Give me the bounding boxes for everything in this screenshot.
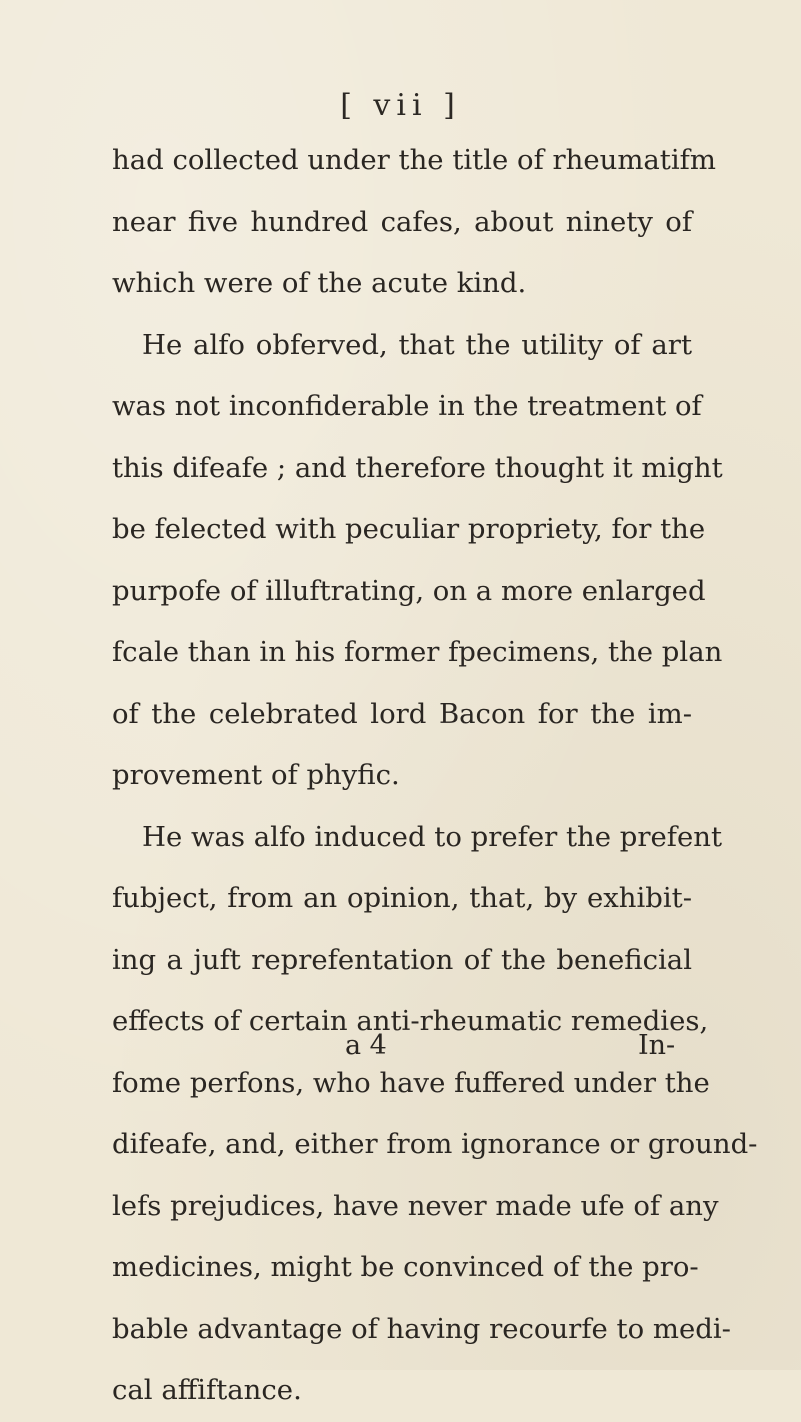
page-footer <box>0 1030 801 1080</box>
text-line: fubject, from an opinion, that, by exhibit- <box>112 882 692 914</box>
signature-mark: a 4 <box>345 1030 387 1061</box>
text-line: He alfo obferved, that the utility of art <box>142 328 692 361</box>
text-line: lefs prejudices, have never made ufe of any <box>112 1189 719 1222</box>
body-text <box>112 130 758 1422</box>
text-line: fcale than in his former fpecimens, the plan <box>112 636 723 668</box>
text-line: effects of certain anti-rheumatic remedies, <box>112 1005 709 1037</box>
text-line: provement of phyfic. <box>112 759 400 791</box>
text-line: bable advantage of having recourfe to medi- <box>112 1312 731 1345</box>
text-line: had collected under the title of rheumatifm <box>112 144 716 176</box>
text-line: this difeafe ; and therefore thought it might <box>112 451 723 484</box>
text-line: near five hundred cafes, about ninety of <box>112 205 692 238</box>
text-line: cal affiftance. <box>112 1374 302 1406</box>
text-line: He was alfo induced to prefer the prefent <box>142 820 723 853</box>
catchword: In- <box>638 1030 676 1061</box>
text-line: was not inconfiderable in the treatment of <box>112 390 702 422</box>
text-line: of the celebrated lord Bacon for the im- <box>112 697 692 730</box>
text-line: ing a juft reprefentation of the beneficial <box>112 943 692 976</box>
text-line: be felected with peculiar propriety, for the <box>112 513 706 545</box>
text-line: purpofe of illuftrating, on a more enlarged <box>112 574 706 607</box>
text-line: which were of the acute kind. <box>112 267 527 299</box>
text-line: difeafe, and, either from ignorance or ground- <box>112 1128 758 1160</box>
page-number-header: [ vii ] <box>340 88 461 123</box>
text-line: medicines, might be convinced of the pro- <box>112 1251 699 1283</box>
text-line: fome perfons, who have fuffered under the <box>112 1066 710 1099</box>
